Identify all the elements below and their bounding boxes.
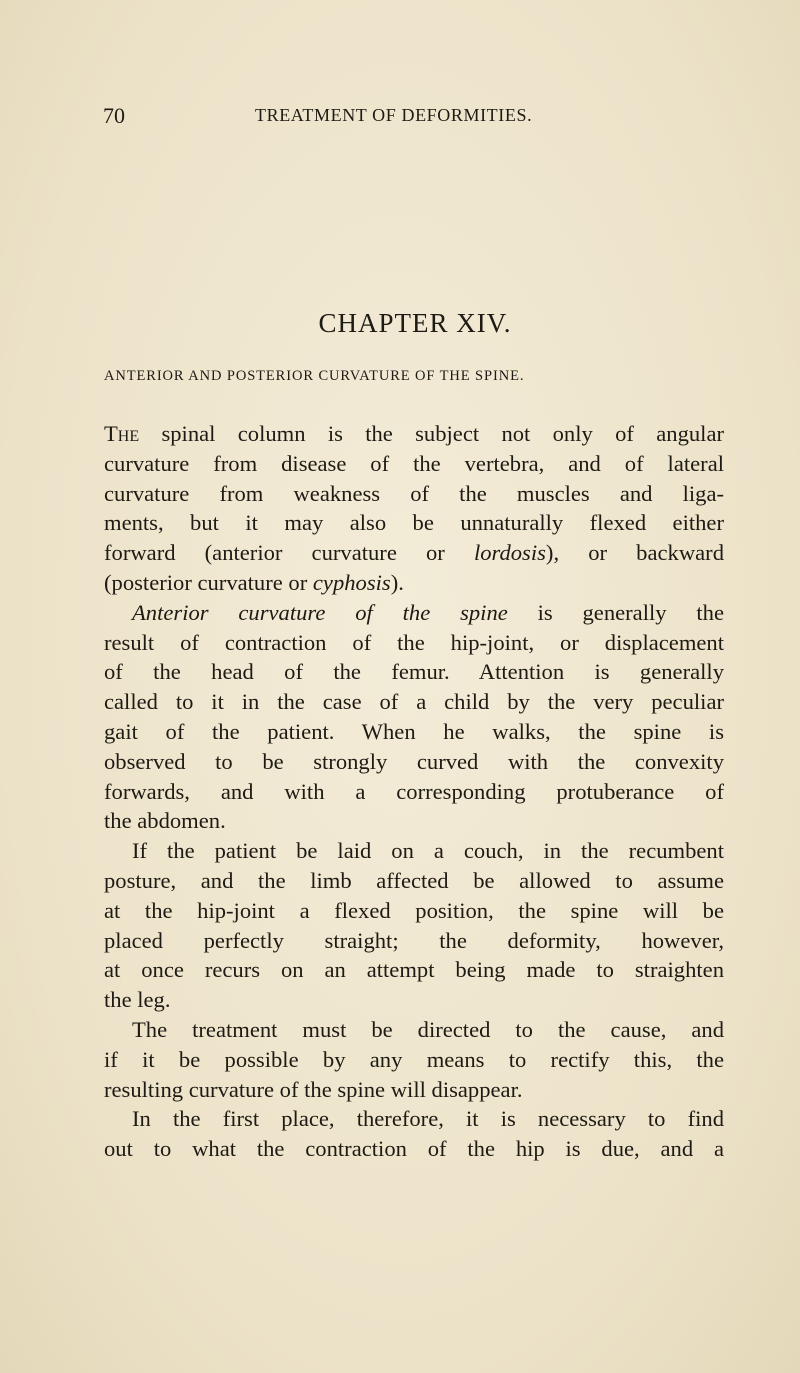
text-line: at the hip-joint a flexed position, the spine will be	[104, 897, 724, 923]
body-text	[104, 419, 724, 1164]
text-line: gait of the patient. When he walks, the spine is	[104, 718, 724, 744]
text-line: The treatment must be directed to the cause, and	[132, 1016, 724, 1042]
text-line: forwards, and with a corresponding protuberance of	[104, 778, 724, 804]
paragraph-1	[104, 419, 724, 598]
text-line: If the patient be laid on a couch, in the recumbent	[132, 838, 724, 864]
text-line	[104, 598, 724, 628]
italic-term: Anterior curvature of the spine	[132, 599, 508, 625]
text-line: the leg.	[104, 987, 171, 1013]
running-head	[103, 103, 723, 133]
text-line	[104, 419, 724, 449]
text-line: resulting curvature of the spine will disappear.	[104, 1076, 523, 1102]
text-line	[104, 568, 724, 598]
lead-word: The	[104, 421, 140, 446]
text-line: result of contraction of the hip-joint, or displacement	[104, 629, 724, 655]
paragraph-2	[104, 598, 724, 836]
paragraph-5	[104, 1104, 724, 1164]
text-line: out to what the contraction of the hip is due, and a	[104, 1136, 724, 1162]
text-span: spinal column is the subject not only of angular	[139, 421, 724, 446]
chapter-title: CHAPTER XIV.	[318, 308, 512, 338]
text-line: the abdomen.	[104, 808, 226, 834]
text-line: placed perfectly straight; the deformity, however,	[104, 927, 724, 953]
text-span: (posterior curvature or	[104, 569, 313, 595]
text-span: forward (anterior curvature or	[104, 540, 474, 566]
text-line: of the head of the femur. Attention is generally	[104, 659, 724, 685]
text-line: posture, and the limb affected be allowed to assume	[104, 867, 724, 893]
text-line: observed to be strongly curved with the convexity	[104, 748, 724, 774]
italic-term: cyphosis	[312, 569, 391, 595]
text-line: curvature from disease of the vertebra, and of lateral	[104, 450, 724, 476]
text-span: ).	[390, 569, 404, 595]
text-line	[104, 538, 724, 568]
paragraph-3	[104, 836, 724, 1015]
text-span: is generally the	[507, 599, 724, 625]
chapter-subtitle: ANTERIOR AND POSTERIOR CURVATURE OF THE SPINE.	[104, 368, 525, 384]
text-line: at once recurs on an attempt being made to straighten	[104, 957, 724, 983]
paragraph-4	[104, 1015, 724, 1104]
text-line: if it be possible by any means to rectify this, the	[104, 1046, 724, 1072]
text-line: ments, but it may also be unnaturally flexed either	[104, 510, 724, 536]
text-span: ), or backward	[545, 540, 724, 566]
text-line: In the first place, therefore, it is necessary to find	[132, 1106, 724, 1132]
text-line: curvature from weakness of the muscles and liga-	[104, 480, 724, 506]
italic-term: lordosis	[473, 540, 546, 566]
page-number: 70	[103, 103, 125, 128]
running-title: TREATMENT OF DEFORMITIES.	[255, 105, 533, 125]
text-line: called to it in the case of a child by the very peculiar	[104, 689, 724, 715]
